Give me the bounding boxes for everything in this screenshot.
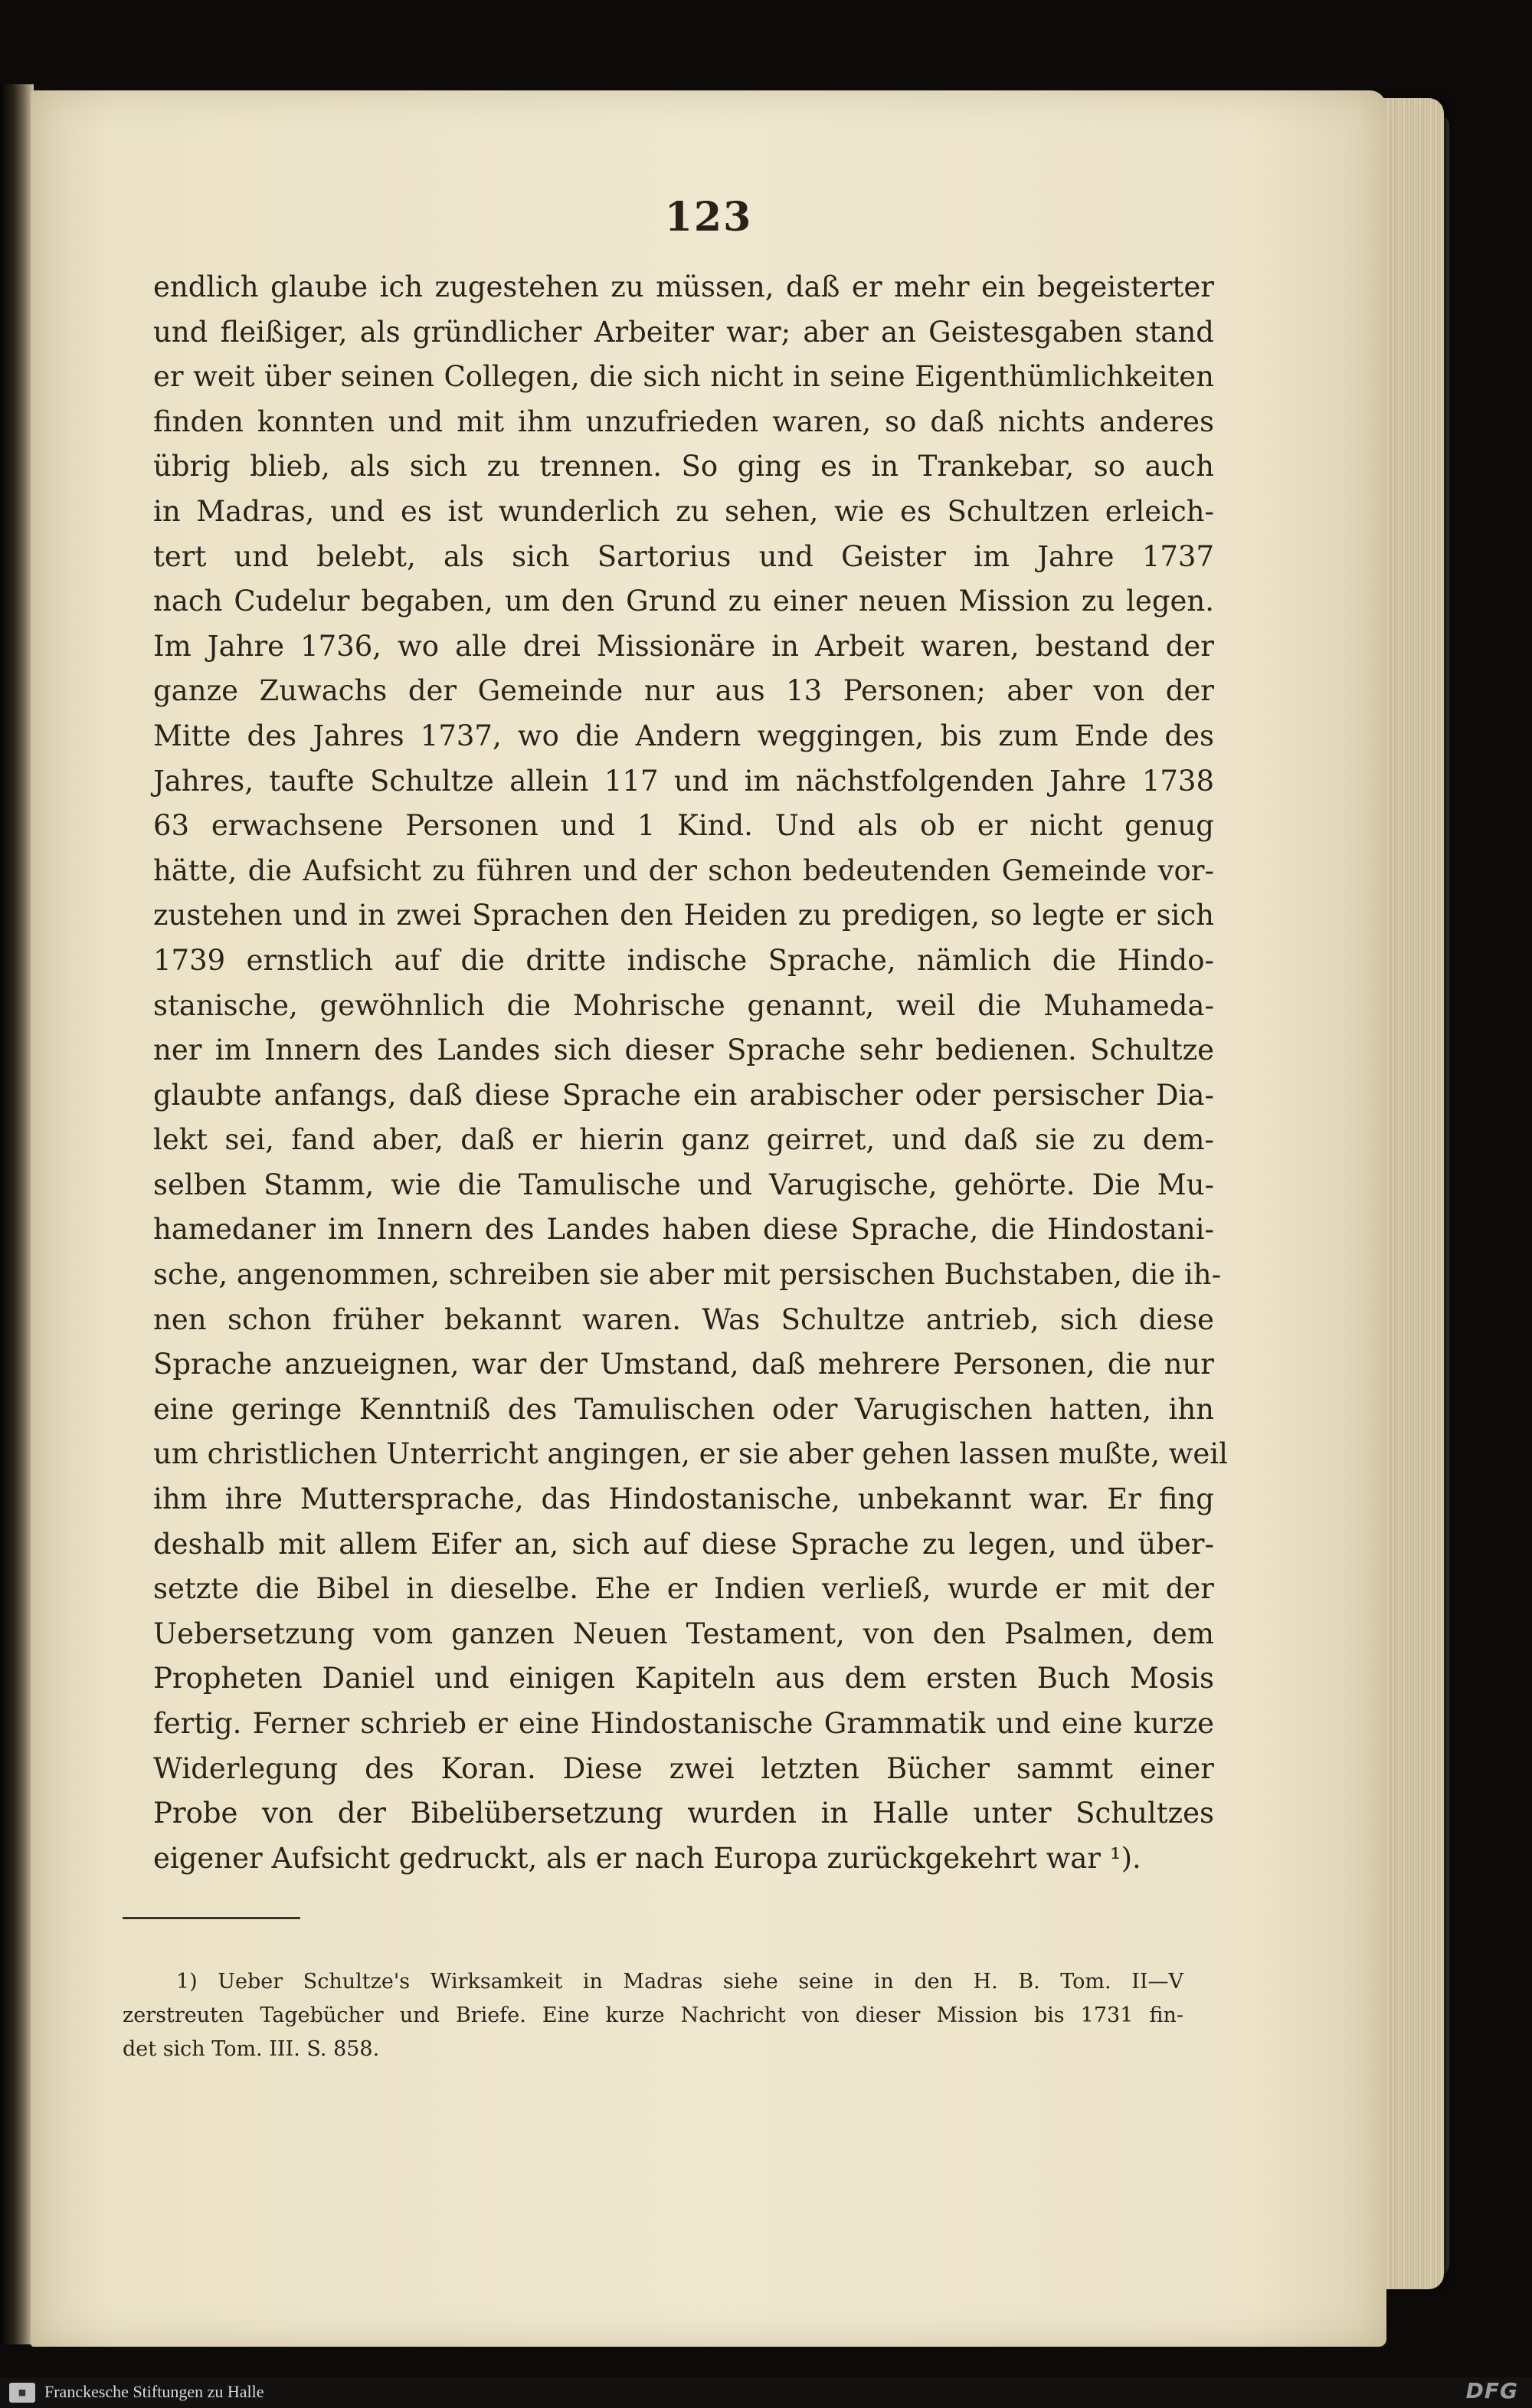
text-line: Propheten Daniel und einigen Kapiteln aus dem ersten Buch Mosis xyxy=(153,1662,1214,1695)
footnote-divider xyxy=(123,1917,300,1919)
text-line: Widerlegung des Koran. Diese zwei letzten Bücher sammt einer xyxy=(153,1751,1214,1785)
text-line: stanische, gewöhnlich die Mohrische genannt, weil die Muhameda- xyxy=(153,988,1214,1022)
text-line: um christlichen Unterricht angingen, er sie aber gehen lassen mußte, weil xyxy=(153,1437,1228,1471)
text-line: hamedaner im Innern des Landes haben diese Sprache, die Hindostani- xyxy=(153,1213,1214,1247)
foundation-logo-icon: ■ xyxy=(9,2383,35,2403)
text-line: ihm ihre Muttersprache, das Hindostanische, unbekannt war. Er fing xyxy=(153,1482,1214,1516)
text-line: Jahres, taufte Schultze allein 117 und im nächstfolgenden Jahre 1738 xyxy=(153,764,1214,798)
text-line: selben Stamm, wie die Tamulische und Varugische, gehörte. Die Mu- xyxy=(153,1168,1214,1201)
text-line: deshalb mit allem Eifer an, sich auf diese Sprache zu legen, und über- xyxy=(153,1527,1214,1561)
text-line: eigener Aufsicht gedruckt, als er nach Europa zurückgekehrt war ¹). xyxy=(153,1841,1141,1875)
text-line: Sprache anzueignen, war der Umstand, daß mehrere Personen, die nur xyxy=(153,1348,1214,1381)
text-line: 63 erwachsene Personen und 1 Kind. Und als ob er nicht genug xyxy=(153,809,1214,843)
text-line: finden konnten und mit ihm unzufrieden waren, so daß nichts anderes xyxy=(153,405,1214,438)
text-line: er weit über seinen Collegen, die sich nicht in seine Eigenthümlichkeiten xyxy=(153,360,1214,394)
footnote-line: det sich Tom. III. S. 858. xyxy=(123,2037,380,2061)
text-line: in Madras, und es ist wunderlich zu sehen, wie es Schultzen erleich- xyxy=(153,494,1214,528)
text-line: endlich glaube ich zugestehen zu müssen, daß er mehr ein begeisterter xyxy=(153,270,1214,303)
page-edges-stack xyxy=(1379,98,1444,2289)
text-line: fertig. Ferner schrieb er eine Hindostanische Grammatik und eine kurze xyxy=(153,1707,1214,1740)
text-line: ganze Zuwachs der Gemeinde nur aus 13 Personen; aber von der xyxy=(153,674,1214,708)
text-line: 1739 ernstlich auf die dritte indische Sprache, nämlich die Hindo- xyxy=(153,943,1214,977)
text-line: sche, angenommen, schreiben sie aber mit persischen Buchstaben, die ih- xyxy=(153,1258,1222,1292)
dfg-logo: DFG xyxy=(1465,2378,1518,2403)
footnote xyxy=(123,1965,1183,2066)
footnote-line: zerstreuten Tagebücher und Briefe. Eine kurze Nachricht von dieser Mission bis 1731 fin- xyxy=(123,2003,1183,2027)
footnote-line: 1) Ueber Schultze's Wirksamkeit in Madras siehe seine in den H. B. Tom. II—V xyxy=(176,1970,1183,1994)
book-binding-left xyxy=(0,84,34,2344)
text-line: setzte die Bibel in dieselbe. Ehe er Indien verließ, wurde er mit der xyxy=(153,1572,1214,1606)
text-line: Uebersetzung vom ganzen Neuen Testament, von den Psalmen, dem xyxy=(153,1617,1214,1650)
text-line: tert und belebt, als sich Sartorius und Geister im Jahre 1737 xyxy=(153,539,1214,573)
text-line: Im Jahre 1736, wo alle drei Missionäre in Arbeit waren, bestand der xyxy=(153,629,1214,663)
text-line: nen schon früher bekannt waren. Was Schultze antrieb, sich diese xyxy=(153,1302,1214,1336)
text-line: zustehen und in zwei Sprachen den Heiden zu predigen, so legte er sich xyxy=(153,899,1214,932)
text-line: eine geringe Kenntniß des Tamulischen oder Varugischen hatten, ihn xyxy=(153,1392,1214,1426)
text-line: und fleißiger, als gründlicher Arbeiter war; aber an Geistesgaben stand xyxy=(153,315,1214,349)
text-line: glaubte anfangs, daß diese Sprache ein arabischer oder persischer Dia- xyxy=(153,1078,1214,1112)
text-line: nach Cudelur begaben, um den Grund zu einer neuen Mission zu legen. xyxy=(153,585,1214,618)
text-line: hätte, die Aufsicht zu führen und der schon bedeutenden Gemeinde vor- xyxy=(153,853,1214,887)
text-line: Mitte des Jahres 1737, wo die Andern weggingen, bis zum Ende des xyxy=(153,719,1214,752)
text-line: Probe von der Bibelübersetzung wurden in Halle unter Schultzes xyxy=(153,1797,1214,1830)
page-number: 123 xyxy=(664,194,753,241)
text-line: lekt sei, fand aber, daß er hierin ganz geirret, und daß sie zu dem- xyxy=(153,1123,1214,1157)
body-text xyxy=(153,265,1228,1881)
text-line: ner im Innern des Landes sich dieser Sprache sehr bedienen. Schultze xyxy=(153,1034,1214,1067)
text-line: übrig blieb, als sich zu trennen. So ging es in Trankebar, so auch xyxy=(153,450,1214,483)
institution-name: Franckesche Stiftungen zu Halle xyxy=(44,2382,264,2401)
